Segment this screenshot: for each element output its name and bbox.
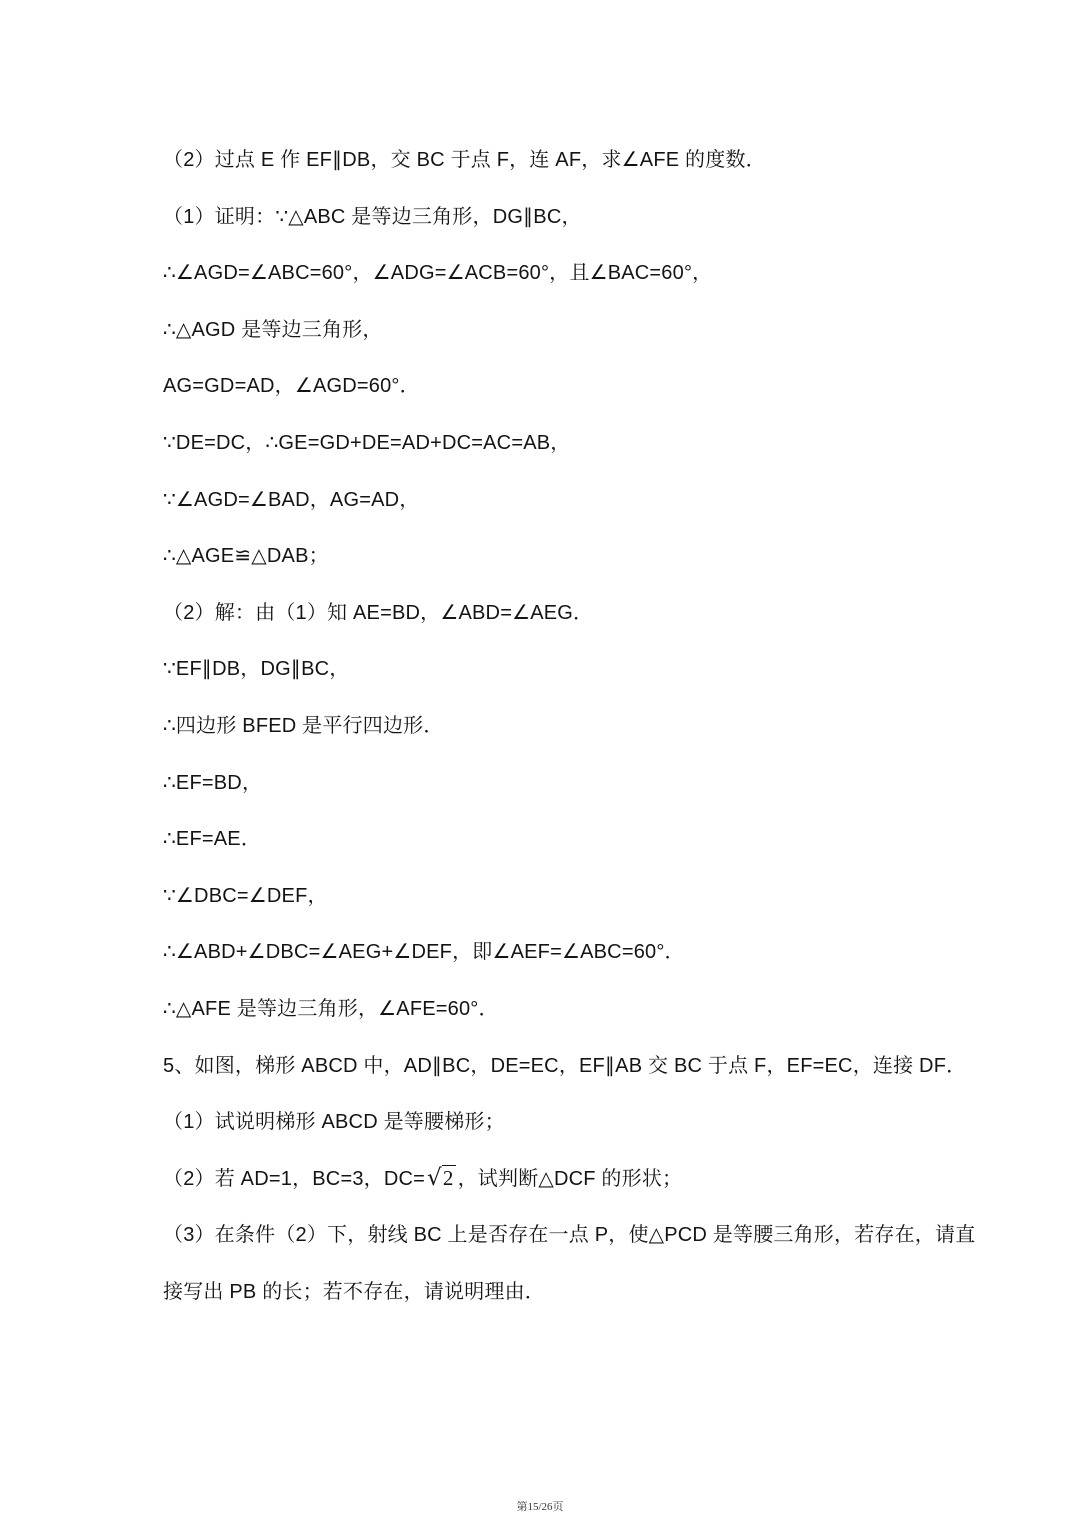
solution-line: ∴△AFE 是等边三角形，∠AFE=60°．	[163, 997, 499, 1020]
proof-line: AG=GD=AD，∠AGD=60°．	[163, 375, 420, 398]
problem-5-part-1: （1）试说明梯形 ABCD 是等腰梯形；	[163, 1111, 505, 1134]
solution-line: ∴EF=BD，	[163, 771, 263, 794]
problem-5-part-2	[163, 1151, 1043, 1208]
radicand: 2	[442, 1165, 454, 1190]
solution-line: ∴EF=AE．	[163, 828, 262, 851]
solution-line: ∴四边形 BFED 是平行四边形．	[163, 714, 444, 737]
page-content	[163, 132, 1043, 1320]
proof-line: ∴∠AGD=∠ABC=60°，∠ADG=∠ACB=60°，且∠BAC=60°，	[163, 262, 713, 285]
solution-line: ∴∠ABD+∠DBC=∠AEG+∠DEF，即∠AEF=∠ABC=60°．	[163, 941, 685, 964]
question-part-2: （2）过点 E 作 EF∥DB，交 BC 于点 F，连 AF，求∠AFE 的度数．	[163, 149, 766, 171]
proof-line: ∵∠AGD=∠BAD，AG=AD，	[163, 488, 420, 511]
solution-line: ∵EF∥DB，DG∥BC，	[163, 658, 350, 681]
proof-line: ∴△AGD 是等边三角形，	[163, 318, 383, 341]
part-2-prefix: （2）若 AD=1，BC=3，DC=	[163, 1167, 426, 1190]
solution-line: （2）解：由（1）知 AE=BD，∠ABD=∠AEG．	[163, 601, 594, 624]
solution-line: ∵∠DBC=∠DEF，	[163, 884, 328, 907]
proof-line: （1）证明：∵△ABC 是等边三角形，DG∥BC，	[163, 205, 582, 228]
problem-5-part-3-continued: 接写出 PB 的长；若不存在，请说明理由．	[163, 1280, 545, 1303]
square-root	[425, 1165, 458, 1190]
part-2-suffix: ，试判断△DCF 的形状；	[457, 1167, 683, 1190]
problem-5-statement: 5、如图，梯形 ABCD 中，AD∥BC，DE=EC，EF∥AB 交 BC 于点 F，EF=EC，连接 DF．	[163, 1054, 967, 1077]
proof-line: ∴△AGE≌△DAB；	[163, 545, 329, 568]
proof-line: ∵DE=DC，∴GE=GD+DE=AD+DC=AC=AB，	[163, 431, 571, 454]
page-number-footer: 第15/26页	[516, 1501, 564, 1513]
radical-sign: √	[427, 1164, 442, 1191]
problem-5-part-3: （3）在条件（2）下，射线 BC 上是否存在一点 P，使△PCD 是等腰三角形，若存在，请直	[163, 1224, 976, 1247]
